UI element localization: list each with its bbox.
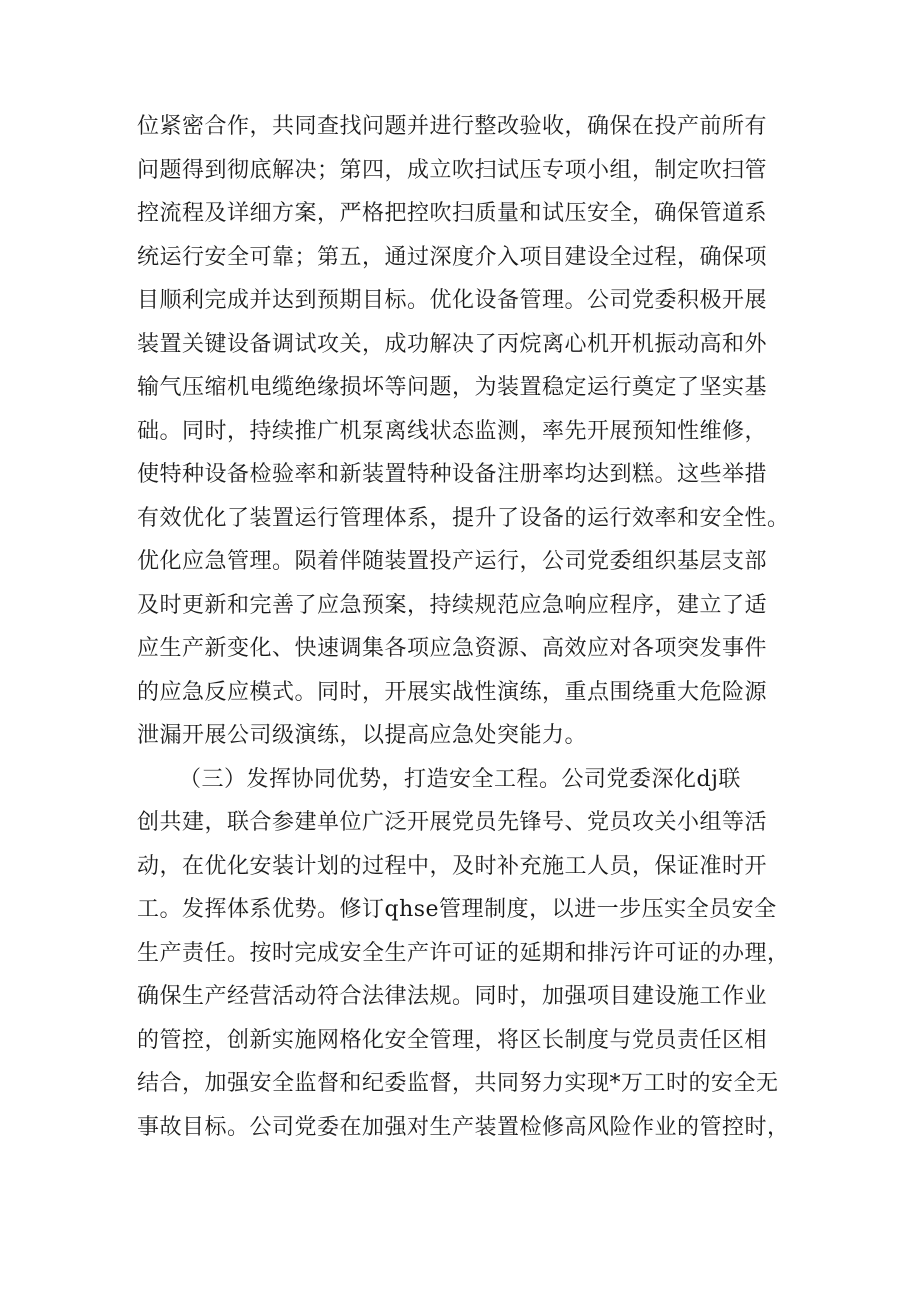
text-line: 应生产新变化、快速调集各项应急资源、高效应对各项突发事件	[137, 636, 768, 661]
text-line: 的应急反应模式。同时，开展实战性演练，重点围绕重大危险源	[137, 679, 768, 705]
text-line: 输气压缩机电缆绝缘损坏等问题，为装置稳定运行奠定了坚实基	[137, 375, 768, 400]
text-line: 创共建，联合参建单位广泛开展党员先锋号、党员攻关小组等活	[137, 810, 768, 835]
text-line: 确保生产经营活动符合法律法规。同时，加强项目建设施工作业	[137, 984, 768, 1009]
text-line: 结合，加强安全监督和纪委监督，共同努力实现*万工时的安全无	[137, 1071, 779, 1096]
text-line: 控流程及详细方案，严格把控吹扫质量和试压安全，确保管道系	[137, 201, 768, 226]
text-line: 装置关键设备调试攻关，成功解决了丙烷离心机开机振动高和外	[137, 331, 768, 357]
section-heading-line: （三）发挥协同优势，打造安全工程。公司党委深化dj联	[179, 766, 741, 792]
text-line: 础。同时，持续推广机泵离线状态监测，率先开展预知性维修，	[137, 418, 768, 444]
text-line: 使特种设备检验率和新装置特种设备注册率均达到糕。这些举措	[137, 462, 768, 487]
text-line: 优化应急管理。陨着伴随装置投产运行，公司党委组织基层支部	[137, 549, 768, 574]
text-line: 泄漏开展公司级演练，以提高应急处突能力。	[137, 723, 588, 748]
text-line: 有效优化了装置运行管理体系，提升了设备的运行效率和安全性。	[137, 505, 790, 531]
text-line: 问题得到彻底解决；第四，成立吹扫试压专项小组，制定吹扫管	[137, 157, 768, 183]
text-line: 统运行安全可靠；第五，通过深度介入项目建设全过程，确保项	[137, 244, 768, 270]
text-line: 工。发挥体系优势。修订qhse管理制度，以进一步压实全员安全	[137, 897, 777, 922]
text-line: 生产责任。按时完成安全生产许可证的延期和排污许可证的办理，	[137, 940, 790, 966]
text-line: 动，在优化安装计划的过程中，及时补充施工人员，保证准时开	[137, 853, 768, 879]
text-line: 目顺利完成并达到预期目标。优化设备管理。公司党委积极开展	[137, 288, 768, 313]
text-line: 事故目标。公司党委在加强对生产装置检修高风险作业的管控时，	[137, 1114, 790, 1140]
text-line: 的管控，创新实施网格化安全管理，将区长制度与党员责任区相	[137, 1027, 768, 1053]
text-line: 位紧密合作，共同查找问题并进行整改验收，确保在投产前所有	[137, 114, 768, 139]
body-text	[137, 105, 797, 1149]
text-line: 及时更新和完善了应急预案，持续规范应急响应程序，建立了适	[137, 592, 768, 618]
